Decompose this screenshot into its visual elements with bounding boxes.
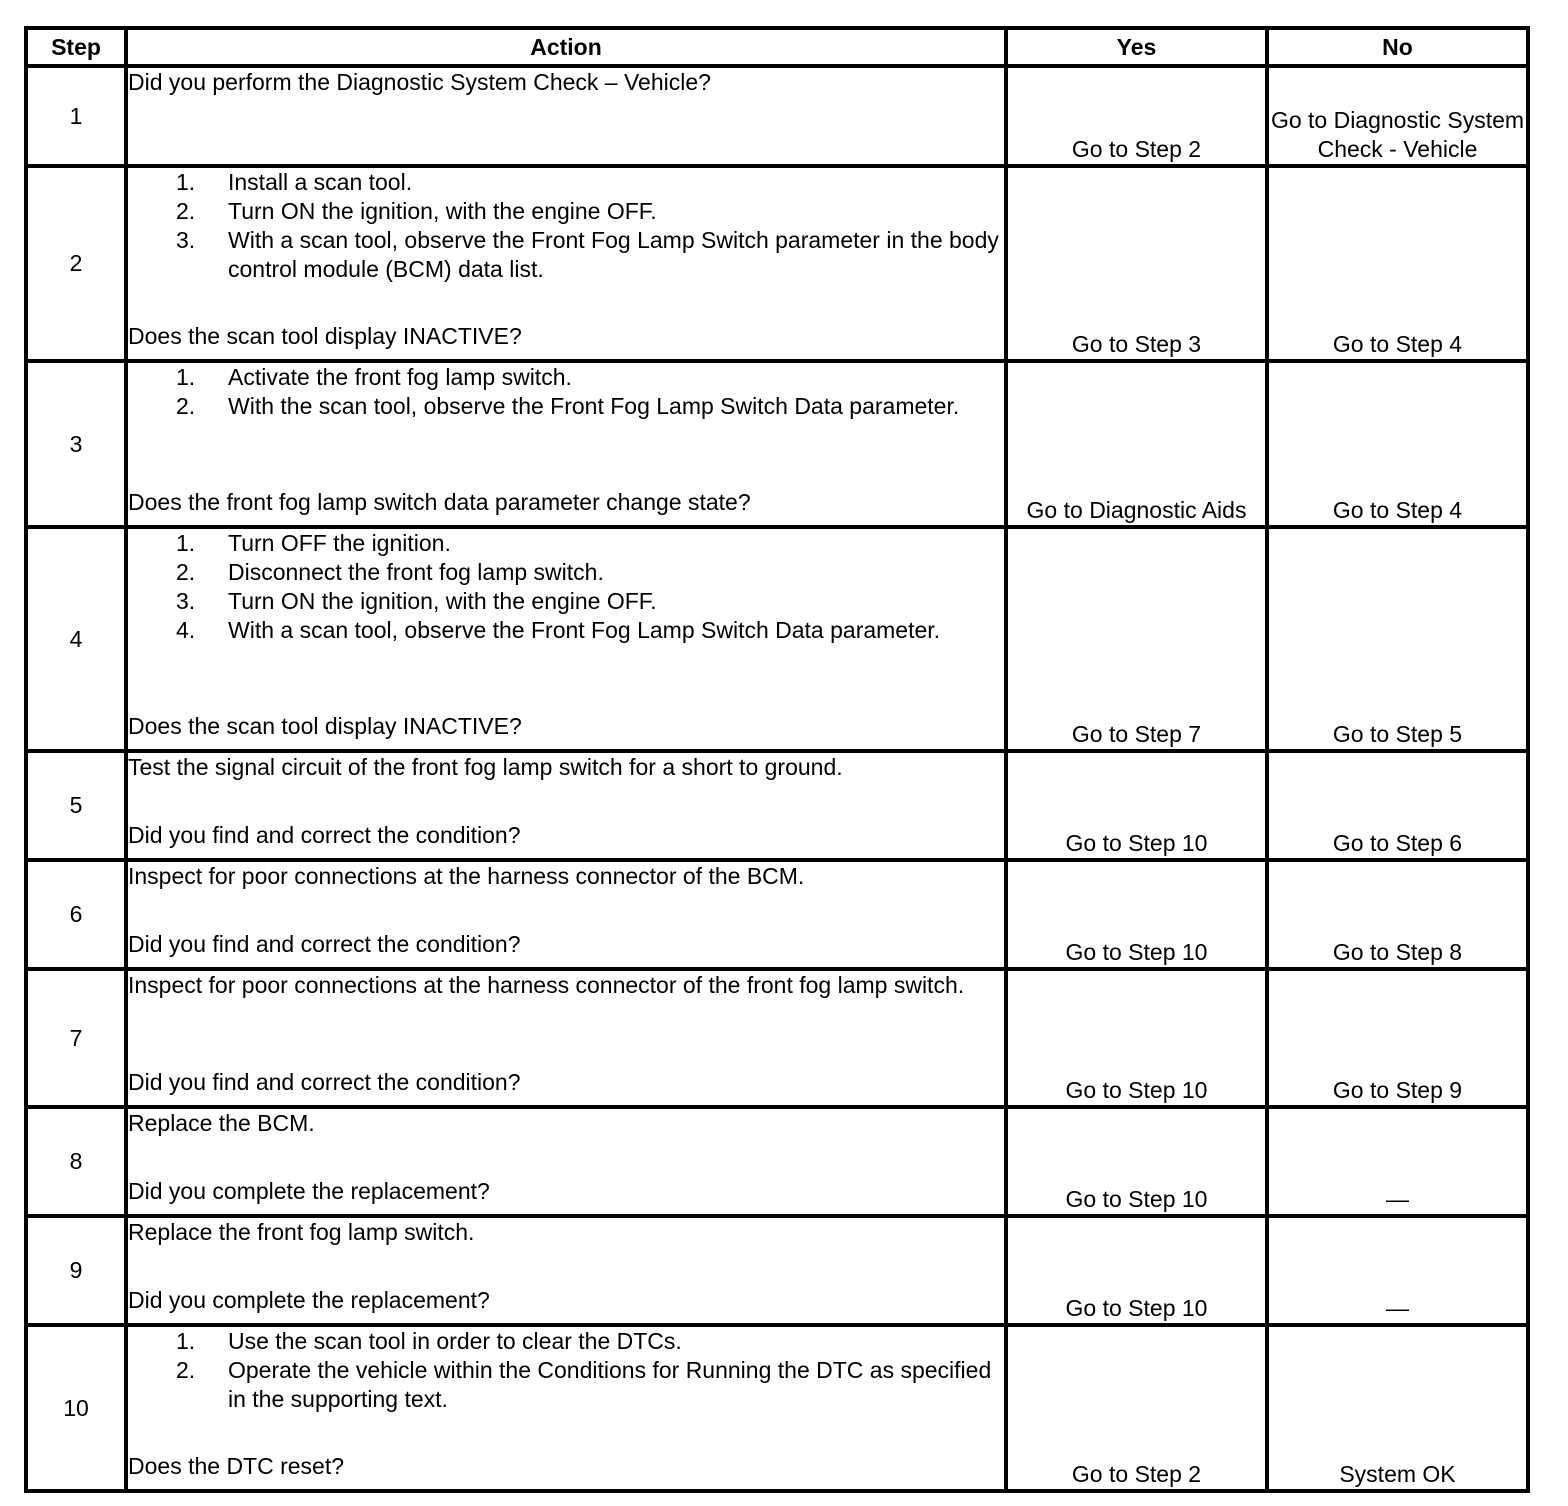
action-substeps <box>128 529 1004 645</box>
substep-number: 3. <box>176 227 196 253</box>
no-outcome: Go to Step 4 <box>1267 361 1528 527</box>
table-row <box>26 751 1528 860</box>
action-cell <box>126 361 1006 527</box>
step-number: 2 <box>26 166 126 361</box>
action-text: Test the signal circuit of the front fog lamp switch for a short to ground. <box>128 754 843 780</box>
table-row <box>26 361 1528 527</box>
substep-number: 2. <box>176 559 196 585</box>
substep-number: 2. <box>176 1357 196 1383</box>
action-substeps <box>128 1327 1004 1414</box>
no-outcome: — <box>1267 1107 1528 1216</box>
action-cell <box>126 66 1006 166</box>
action-question: Did you find and correct the condition? <box>128 822 521 848</box>
no-outcome: Go to Diagnostic System Check - Vehicle <box>1267 66 1528 166</box>
action-cell <box>126 1107 1006 1216</box>
action-cell <box>126 527 1006 751</box>
no-outcome: Go to Step 8 <box>1267 860 1528 969</box>
header-yes: Yes <box>1006 28 1267 66</box>
yes-outcome: Go to Step 7 <box>1006 527 1267 751</box>
yes-outcome: Go to Step 10 <box>1006 751 1267 860</box>
step-number: 6 <box>26 860 126 969</box>
substep-number: 1. <box>176 169 196 195</box>
action-text: Replace the front fog lamp switch. <box>128 1219 475 1245</box>
action-text: Inspect for poor connections at the harness connector of the front fog lamp switch. <box>128 972 965 998</box>
yes-outcome: Go to Step 10 <box>1006 860 1267 969</box>
substep-text: Operate the vehicle within the Conditions for Running the DTC as specified in the supporting text. <box>228 1357 992 1412</box>
header-no: No <box>1267 28 1528 66</box>
action-question: Does the scan tool display INACTIVE? <box>128 713 522 739</box>
substep-text: Activate the front fog lamp switch. <box>228 364 572 390</box>
action-substeps <box>128 168 1004 284</box>
yes-outcome: Go to Step 10 <box>1006 1216 1267 1325</box>
substep-text: Turn ON the ignition, with the engine OFF. <box>228 588 657 614</box>
step-number: 3 <box>26 361 126 527</box>
no-outcome: Go to Step 6 <box>1267 751 1528 860</box>
yes-outcome: Go to Step 10 <box>1006 1107 1267 1216</box>
list-item <box>128 1327 1004 1356</box>
action-question: Did you find and correct the condition? <box>128 1069 521 1095</box>
substep-number: 1. <box>176 530 196 556</box>
substep-text: With a scan tool, observe the Front Fog Lamp Switch parameter in the body control module (BCM) data list. <box>228 227 999 282</box>
action-cell <box>126 860 1006 969</box>
table-row <box>26 66 1528 166</box>
yes-outcome: Go to Step 3 <box>1006 166 1267 361</box>
list-item <box>128 197 1004 226</box>
substep-number: 2. <box>176 393 196 419</box>
action-cell <box>126 166 1006 361</box>
step-number: 7 <box>26 969 126 1107</box>
substep-text: With a scan tool, observe the Front Fog Lamp Switch Data parameter. <box>228 617 941 643</box>
action-cell <box>126 969 1006 1107</box>
table-row <box>26 1216 1528 1325</box>
substep-text: Turn OFF the ignition. <box>228 530 451 556</box>
action-text: Did you perform the Diagnostic System Check – Vehicle? <box>128 69 711 95</box>
action-cell <box>126 1216 1006 1325</box>
step-number: 5 <box>26 751 126 860</box>
substep-number: 1. <box>176 1328 196 1354</box>
list-item <box>128 168 1004 197</box>
header-action: Action <box>126 28 1006 66</box>
step-number: 8 <box>26 1107 126 1216</box>
substep-number: 1. <box>176 364 196 390</box>
action-cell <box>126 751 1006 860</box>
action-cell <box>126 1325 1006 1491</box>
header-row <box>26 28 1528 66</box>
list-item <box>128 1356 1004 1414</box>
table-row <box>26 166 1528 361</box>
action-substeps <box>128 363 1004 421</box>
action-text: Replace the BCM. <box>128 1110 315 1136</box>
yes-outcome: Go to Step 2 <box>1006 66 1267 166</box>
diagnostic-table <box>24 26 1530 1493</box>
list-item <box>128 616 1004 645</box>
list-item <box>128 392 1004 421</box>
table-row <box>26 1325 1528 1491</box>
step-number: 9 <box>26 1216 126 1325</box>
table-row <box>26 1107 1528 1216</box>
list-item <box>128 587 1004 616</box>
step-number: 4 <box>26 527 126 751</box>
action-question: Does the front fog lamp switch data parameter change state? <box>128 489 751 515</box>
substep-number: 3. <box>176 588 196 614</box>
step-number: 1 <box>26 66 126 166</box>
action-text: Inspect for poor connections at the harness connector of the BCM. <box>128 863 805 889</box>
substep-text: With the scan tool, observe the Front Fog Lamp Switch Data parameter. <box>228 393 960 419</box>
no-outcome: Go to Step 4 <box>1267 166 1528 361</box>
action-question: Does the DTC reset? <box>128 1453 345 1479</box>
substep-text: Use the scan tool in order to clear the DTCs. <box>228 1328 682 1354</box>
yes-outcome: Go to Step 2 <box>1006 1325 1267 1491</box>
list-item <box>128 558 1004 587</box>
step-number: 10 <box>26 1325 126 1491</box>
yes-outcome: Go to Diagnostic Aids <box>1006 361 1267 527</box>
action-question: Did you complete the replacement? <box>128 1287 490 1313</box>
action-question: Did you find and correct the condition? <box>128 931 521 957</box>
no-outcome: Go to Step 5 <box>1267 527 1528 751</box>
substep-text: Install a scan tool. <box>228 169 413 195</box>
list-item <box>128 363 1004 392</box>
substep-text: Turn ON the ignition, with the engine OFF. <box>228 198 657 224</box>
table-row <box>26 527 1528 751</box>
substep-number: 4. <box>176 617 196 643</box>
list-item <box>128 529 1004 558</box>
no-outcome: System OK <box>1267 1325 1528 1491</box>
header-step: Step <box>26 28 126 66</box>
substep-number: 2. <box>176 198 196 224</box>
no-outcome: — <box>1267 1216 1528 1325</box>
action-question: Did you complete the replacement? <box>128 1178 490 1204</box>
no-outcome: Go to Step 9 <box>1267 969 1528 1107</box>
yes-outcome: Go to Step 10 <box>1006 969 1267 1107</box>
substep-text: Disconnect the front fog lamp switch. <box>228 559 604 585</box>
table-row <box>26 969 1528 1107</box>
list-item <box>128 226 1004 284</box>
table-row <box>26 860 1528 969</box>
action-question: Does the scan tool display INACTIVE? <box>128 323 522 349</box>
